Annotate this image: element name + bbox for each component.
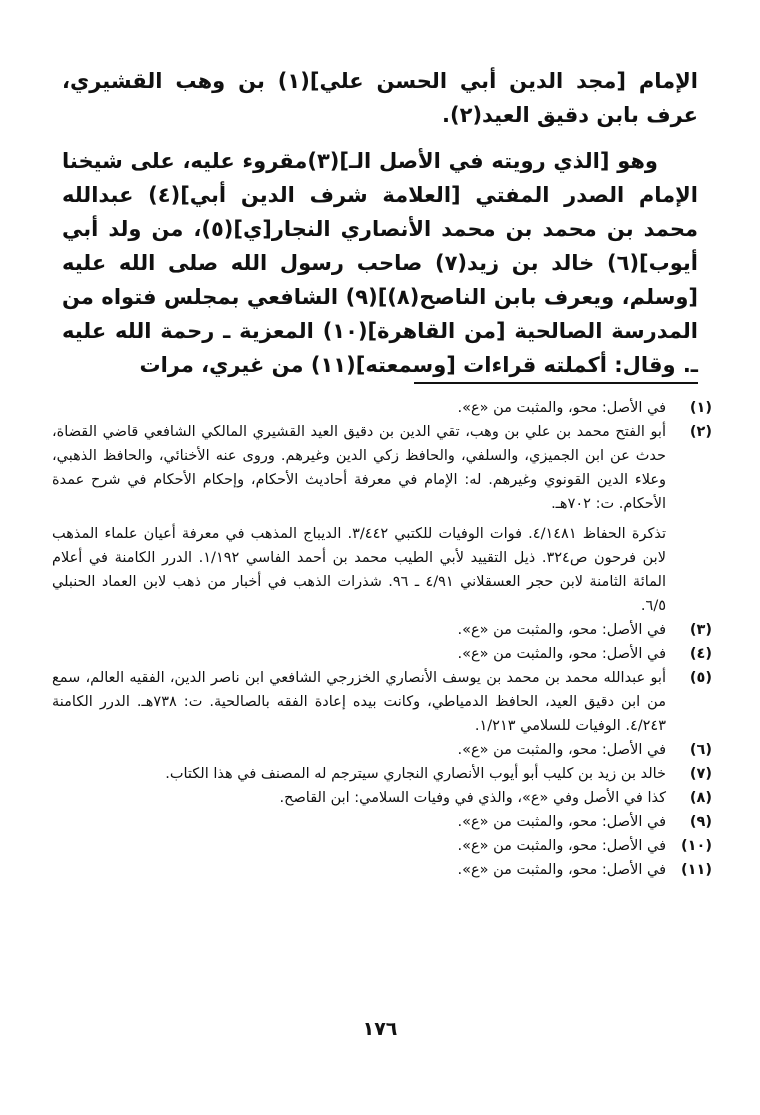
footnote-text: في الأصل: محو، والمثبت من «ع». xyxy=(457,814,666,830)
footnote xyxy=(52,834,712,858)
main-text xyxy=(62,64,698,382)
footnote xyxy=(52,618,712,642)
page-number: ١٧٦ xyxy=(362,1018,398,1040)
footnote-number: (٣) xyxy=(689,622,712,638)
footnote-number: (٤) xyxy=(689,646,712,662)
footnote-text: أبو عبدالله محمد بن محمد بن يوسف الأنصاري الخزرجي الشافعي ابن ناصر الدين، الفقيه العالم، سمع من ابن دقيق العيد، الحافظ الدمياطي، وكانت بيده إعادة الفقه بالصالحية. ت: ٧٣٨هـ. الدرر الكامنة ٤/٢٤٣. الوفيات للسلامي ١/٢١٣. xyxy=(52,670,666,734)
footnote-text: في الأصل: محو، والمثبت من «ع». xyxy=(457,400,666,416)
footnote xyxy=(52,762,712,786)
paragraph-2: وهو [الذي رويته في الأصل الـ](٣)مقروء عليه، على شيخنا الإمام الصدر المفتي [العلامة شرف الدين أبي](٤) عبدالله محمد بن محمد بن محمد الأنصاري النجار[ي](٥)، من ولد أبي أيوب](٦) خالد بن زيد(٧) صاحب رسول الله صلى الله عليه [وسلم، ويعرف بابن الناصح(٨)](٩) الشافعي بمجلس فتواه من المدرسة الصالحية [من القاهرة](١٠) المعزية ـ رحمة الله عليه ـ. وقال: أكملته قراءات [وسمعته](١١) من غيري، مرات xyxy=(62,149,699,377)
footnote xyxy=(52,666,712,738)
footnote-sources: تذكرة الحفاظ ٤/١٤٨١. فوات الوفيات للكتبي ٣/٤٤٢. الديباج المذهب في معرفة أعيان علماء المذهب لابن فرحون ص٣٢٤. ذيل التقييد لأبي الطيب محمد بن أحمد الفاسي ١/١٩٢. الدرر الكامنة في أعلام المائة الثامنة لابن حجر العسقلاني ٤/٩١ ـ ٩٦. شذرات الذهب في أخبار من ذهب لابن العماد الحنبلي ٦/٥. xyxy=(52,526,666,614)
footnote xyxy=(52,786,712,810)
footnote-number: (١٠) xyxy=(681,838,712,854)
footnote-text: خالد بن زيد بن كليب أبو أيوب الأنصاري النجاري سيترجم له المصنف في هذا الكتاب. xyxy=(165,766,666,782)
footnote xyxy=(52,420,712,618)
footnote-number: (٩) xyxy=(689,814,712,830)
footnote-text: في الأصل: محو، والمثبت من «ع». xyxy=(457,646,666,662)
footnotes xyxy=(52,396,712,882)
footnote xyxy=(52,396,712,420)
footnote xyxy=(52,738,712,762)
footnote-number: (٦) xyxy=(689,742,712,758)
paragraph-1: الإمام [مجد الدين أبي الحسن علي](١) بن وهب القشيري، عرف بابن دقيق العيد(٢). xyxy=(62,69,698,127)
footnote-number: (٥) xyxy=(689,670,712,686)
footnote xyxy=(52,810,712,834)
footnote xyxy=(52,858,712,882)
footnote-separator xyxy=(414,382,698,384)
footnote-number: (١١) xyxy=(681,862,712,878)
footnote-number: (٧) xyxy=(689,766,712,782)
footnote-text: في الأصل: محو، والمثبت من «ع». xyxy=(457,742,666,758)
footnote-number: (٨) xyxy=(689,790,712,806)
footnote-text: في الأصل: محو، والمثبت من «ع». xyxy=(457,838,666,854)
footnote xyxy=(52,642,712,666)
footnote-text: في الأصل: محو، والمثبت من «ع». xyxy=(457,622,666,638)
footnote-number: (٢) xyxy=(689,424,712,440)
footnote-bio: أبو الفتح محمد بن علي بن وهب، تقي الدين بن دقيق العيد القشيري المالكي الشافعي قاضي القضاة، حدث عن ابن الجميزي، والسلفي، والحافظ زكي الدين وغيرهم. وروى عنه الأخنائي، والحافظ الذهبي، وعلاء الدين القونوي وغيرهم. له: الإمام في معرفة أحاديث الأحكام، وإحكام الأحكام في شرح عمدة الأحكام. ت: ٧٠٢هـ. xyxy=(52,424,666,512)
footnote-text xyxy=(52,420,666,618)
footnote-number: (١) xyxy=(689,400,712,416)
footnote-text: كذا في الأصل وفي «ع»، والذي في وفيات السلامي: ابن القاصح. xyxy=(279,790,666,806)
footnote-text: في الأصل: محو، والمثبت من «ع». xyxy=(457,862,666,878)
